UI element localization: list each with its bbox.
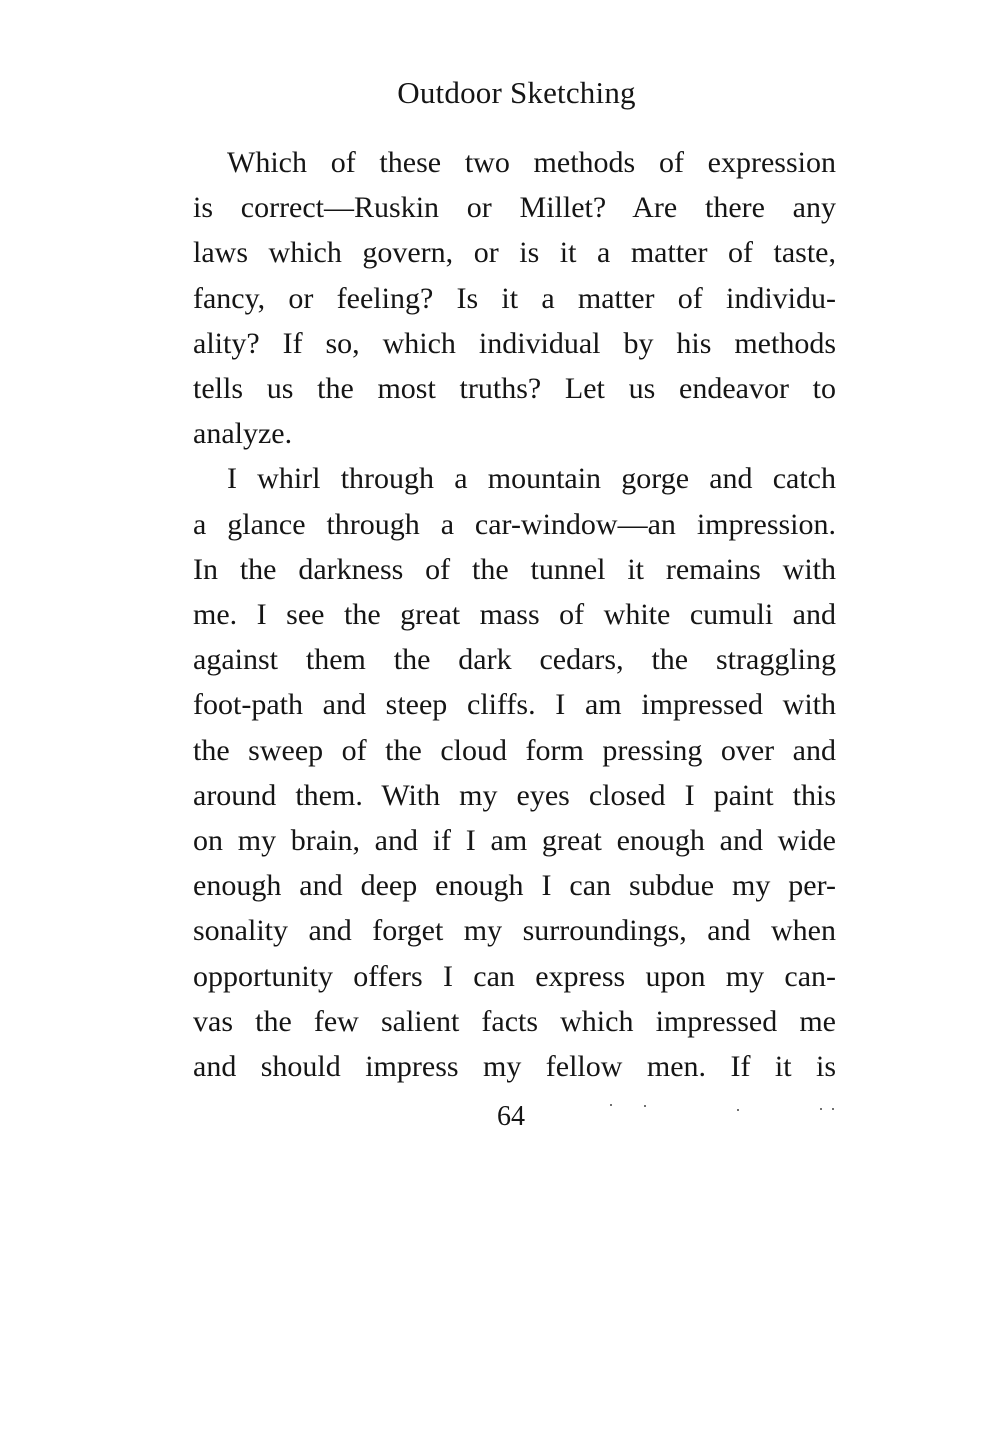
text-line: around them. With my eyes closed I paint this bbox=[193, 778, 836, 812]
text-line: on my brain, and if I am great enough and wide bbox=[193, 824, 836, 858]
speck bbox=[644, 1105, 646, 1107]
text-line: analyze. bbox=[193, 417, 293, 451]
speck bbox=[820, 1108, 822, 1110]
running-head: Outdoor Sketching bbox=[397, 75, 636, 110]
text-line: I whirl through a mountain gorge and catch bbox=[227, 462, 836, 496]
text-line: In the darkness of the tunnel it remains with bbox=[193, 552, 836, 586]
text-line: is correct—Ruskin or Millet? Are there any bbox=[193, 191, 836, 225]
speck bbox=[737, 1109, 739, 1111]
paragraph-1 bbox=[193, 140, 836, 456]
text-line: enough and deep enough I can subdue my per- bbox=[193, 869, 836, 903]
text-line: the sweep of the cloud form pressing over and bbox=[193, 733, 836, 767]
text-line: opportunity offers I can express upon my can- bbox=[193, 959, 836, 993]
body-text bbox=[193, 140, 836, 1089]
paragraph-2 bbox=[193, 456, 836, 1089]
text-line: foot-path and steep cliffs. I am impressed with bbox=[193, 688, 836, 722]
speck bbox=[610, 1104, 612, 1106]
text-line: a glance through a car-window—an impression. bbox=[193, 507, 836, 541]
print-specks bbox=[600, 1104, 840, 1110]
page-number: 64 bbox=[497, 1101, 525, 1132]
text-line: sonality and forget my surroundings, and when bbox=[193, 914, 836, 948]
text-line: laws which govern, or is it a matter of taste, bbox=[193, 236, 836, 270]
text-line: and should impress my fellow men. If it is bbox=[193, 1050, 836, 1084]
text-line: vas the few salient facts which impressed me bbox=[193, 1004, 836, 1038]
text-line: tells us the most truths? Let us endeavor to bbox=[193, 372, 836, 406]
text-line: ality? If so, which individual by his methods bbox=[193, 326, 836, 360]
text-line: against them the dark cedars, the straggling bbox=[193, 643, 836, 677]
text-line: me. I see the great mass of white cumuli and bbox=[193, 598, 836, 632]
text-line: fancy, or feeling? Is it a matter of individu- bbox=[193, 281, 836, 315]
speck bbox=[832, 1108, 834, 1110]
text-line: Which of these two methods of expression bbox=[227, 146, 836, 179]
